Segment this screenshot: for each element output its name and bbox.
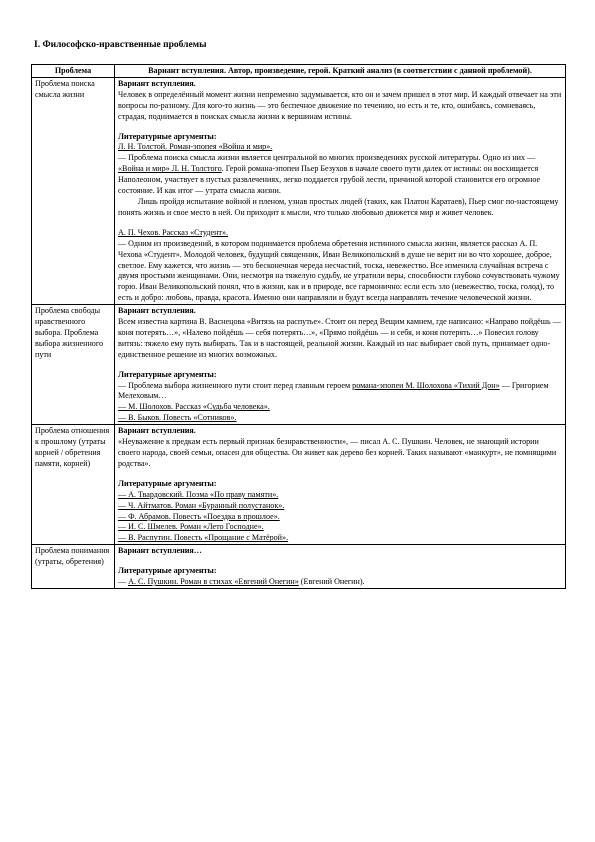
argument-item: — М. Шолохов. Рассказ «Судьба человека». xyxy=(118,402,270,412)
intro-label: Вариант вступления. xyxy=(118,426,196,436)
content-cell xyxy=(115,305,566,425)
argument-text: — Проблема поиска смысла жизни является центральной во многих произведениях русской литературы. Одно из них — «Война и мир» Л. Н. Толстого. Герой романа-эпопеи Пьер Безухов в начале своего пути далек от истины: он восхищается Наполеоном, участвует в пустых развлечениях, легко поддается грубой лести, причиной которой становится его огромное состояние. И как итог — утрата смысла жизни. xyxy=(118,153,541,196)
argument-item: — И. С. Шмелев. Роман «Лето Господне». xyxy=(118,522,264,532)
args-label: Литературные аргументы: xyxy=(118,131,217,141)
argument-item: — Ф. Абрамов. Повесть «Поездка в прошлое». xyxy=(118,511,280,521)
table-row xyxy=(32,425,566,545)
argument-text: — Проблема выбора жизненного пути стоит перед главным героем романа-эпопеи М. Шолохова «Тихий Дон» — Григорием Мелеховым… xyxy=(118,380,549,401)
work-link[interactable]: романа-эпопеи М. Шолохова «Тихий Дон» xyxy=(352,380,500,390)
problem-cell: Проблема свободы нравственного выбора. Проблема выбора жизненного пути xyxy=(32,305,115,425)
intro-text: Человек в определённый момент жизни непременно задумывается, кто он и зачем пришел в этот мир. И каждый отвечает на эти вопросы по-разному. Для кого-то жизнь — это беспечное движение по течению, но есть и те, кто, ошибаясь, сомневаясь, страдая, поднимается в поисках смысла жизни к вершинам истины. xyxy=(118,89,562,121)
table-row xyxy=(32,305,566,425)
intro-label: Вариант вступления. xyxy=(118,306,196,316)
content-cell xyxy=(115,425,566,545)
problem-cell: Проблема поиска смысла жизни xyxy=(32,77,115,304)
intro-label: Вариант вступления. xyxy=(118,78,196,88)
argument-text: Лишь пройдя испытание войной и пленом, узнав простых людей (таких, как Платон Каратаев), Пьер смог по-настоящему понять жизнь и свое место в ней. Он приходит к мысли, что только любовью движется мир и живет человек. xyxy=(118,196,559,217)
intro-text: Всем известна картина В. Васнецова «Витязь на распутье». Стоит он перед Вещим камнем, где написано: «Направо пойдёшь — коня потерять…», «Налево пойдёшь — себя потерять…», «Прямо пойдёшь — и себя, и коня потерять…» Повесил голову витязь: тяжело ему путь выбирать. Так и в настоящей, реальной жизни. Каждый из нас выбирает свой путь, принимает одно-единственное решение из многих возможных. xyxy=(118,317,561,359)
table-header-row xyxy=(32,65,566,78)
content-cell xyxy=(115,77,566,304)
args-label: Литературные аргументы: xyxy=(118,478,217,488)
argument-item: — Ч. Айтматов. Роман «Буранный полустанок». xyxy=(118,500,285,510)
content-cell xyxy=(115,545,566,589)
work-title: А. П. Чехов. Рассказ «Студент». xyxy=(118,227,229,237)
argument-item: — В. Распутин. Повесть «Прощание с Матёрой». xyxy=(118,533,289,543)
args-label: Литературные аргументы: xyxy=(118,369,217,379)
argument-item: — А. Твардовский. Поэма «По праву памяти». xyxy=(118,489,279,499)
argument-text: — Одним из произведений, в котором поднимается проблема обретения истинного смысла жизни, является рассказ А. П. Чехова «Студент». Молодой человек, будущий священник, Иван Великопольский в душе не верит ни во что хорошее, доброе, светлое. Ему кажется, что жизнь — это бесконечная череда несчастий, тоска, невежество. Все изменила случайная встреча с двумя простыми женщинами. Они, несмотря на тяжелую судьбу, не утратили веры, способности глубоко сочувствовать чужому горю. Иван Великопольский понял, что в жизни, как и в природе, все гармонично: если есть зло (невежество, тоска, голод), то есть и добро: любовь, правда, красота. Именно они направляли и будут всегда направлять течение человеческой жизни. xyxy=(118,238,560,303)
table-row xyxy=(32,545,566,589)
problems-table xyxy=(31,64,566,589)
problem-cell: Проблема понимания (утраты, обретения) xyxy=(32,545,115,589)
work-title: Л. Н. Толстой. Роман-эпопея «Война и мир». xyxy=(118,142,273,152)
header-variant: Вариант вступления. Автор, произведение, герой. Краткий анализ (в соответствии с данной проблемой). xyxy=(115,65,566,78)
table-row xyxy=(32,77,566,304)
intro-label: Вариант вступления… xyxy=(118,546,202,556)
page-title: I. Философско-нравственные проблемы xyxy=(34,40,207,50)
work-link[interactable]: «Война и мир» Л. Н. Толстого xyxy=(118,164,222,174)
argument-text: — А. С. Пушкин. Роман в стихах «Евгений Онегин» (Евгений Онегин). xyxy=(118,577,365,587)
header-problem: Проблема xyxy=(32,65,115,78)
intro-text: «Неуважение к предкам есть первый признак безнравственности», — писал А. С. Пушкин. Человек, не знающий истории своего народа, своей семьи, опасен для общества. Он живет как дерево без корней. Таких называют «манкурт», не помнящими родства». xyxy=(118,437,557,468)
problem-cell: Проблема отношения к прошлому (утраты корней / обретения памяти, корней) xyxy=(32,425,115,545)
args-label: Литературные аргументы: xyxy=(118,566,217,576)
argument-item: — В. Быков. Повесть «Сотников». xyxy=(118,413,237,423)
work-link[interactable]: А. С. Пушкин. Роман в стихах «Евгений Онегин» xyxy=(128,577,299,587)
